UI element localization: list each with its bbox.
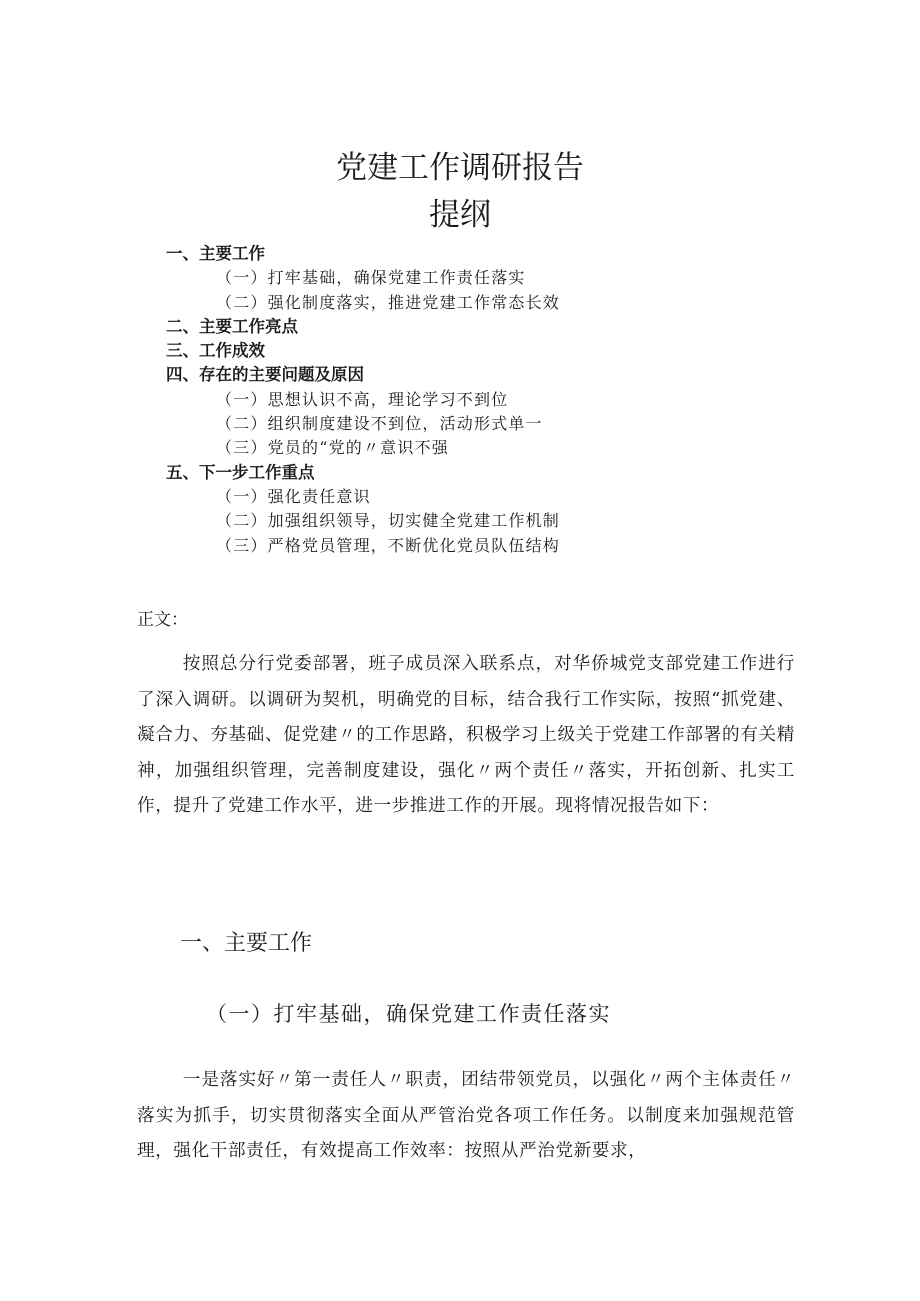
outline-item: 二、主要工作亮点	[166, 316, 298, 336]
outline-subitem: （一）强化责任意识	[216, 486, 371, 506]
outline-item: 四、存在的主要问题及原因	[166, 365, 364, 385]
subsection-heading: （一）打牢基础，确保党建工作责任落实	[206, 1002, 611, 1026]
outline-subitem: （三）严格党员管理，不断优化党员队伍结构	[216, 535, 561, 555]
outline-subitem: （二）组织制度建设不到位，活动形式单一	[216, 414, 543, 434]
body-label: 正文：	[137, 610, 188, 630]
section-heading: 一、主要工作	[180, 931, 313, 956]
outline-item: 五、下一步工作重点	[166, 462, 315, 482]
outline-item: 一、主要工作	[166, 244, 265, 263]
outline-subitem: （三）党员的“党的〃意识不强	[216, 438, 449, 458]
outline-list	[166, 242, 806, 558]
outline-item: 三、工作成效	[166, 341, 265, 361]
intro-paragraph: 按照总分行党委部署，班子成员深入联系点，对华侨城党支部党建工作进行了深入调研。以调研为契机，明确党的目标，结合我行工作实际，按照“抓党建、凝合力、夯基础、促党建〃的工作思路，积极学习上级关于党建工作部署的有关精神，加强组织管理，完善制度建设，强化〃两个责任〃落实，开拓创新、扎实工作，提升了党建工作水平，进一步推进工作的开展。现将情况报告如下：	[137, 654, 795, 816]
outline-subitem: （一）打牢基础，确保党建工作责任落实	[216, 268, 526, 288]
body-paragraph: 一是落实好〃第一责任人〃职责，团结带领党员，以强化〃两个主体责任〃落实为抓手，切实贯彻落实全面从严管治党各项工作任务。以制度来加强规范管理，强化干部责任，有效提高工作效率：按照从严治党新要求，	[137, 1070, 795, 1161]
outline-subitem: （二）强化制度落实，推进党建工作常态长效	[216, 292, 561, 312]
document-subtitle: 提纲	[429, 197, 491, 233]
outline-subitem: （二）加强组织领导，切实健全党建工作机制	[216, 511, 561, 531]
document-title: 党建工作调研报告	[336, 150, 584, 186]
outline-subitem: （一）思想认识不高，理论学习不到位	[216, 389, 509, 409]
